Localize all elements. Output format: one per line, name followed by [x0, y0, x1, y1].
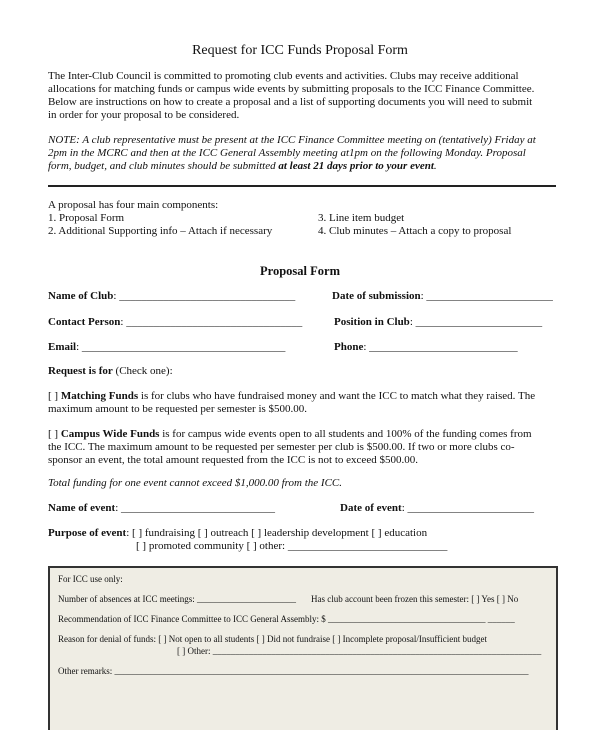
- request-hint: (Check one):: [112, 365, 173, 377]
- purpose-options[interactable]: : [ ] fundraising [ ] outreach [ ] leadership development [ ] education: [126, 527, 428, 539]
- event-name-input[interactable]: : ____________________________: [115, 502, 276, 514]
- campus-wide-checkbox[interactable]: [ ]: [48, 428, 61, 440]
- matching-funds-option[interactable]: [48, 390, 535, 416]
- absences-field[interactable]: Number of absences at ICC meetings: ______________________: [58, 594, 296, 604]
- intro-line: Below are instructions on how to create a proposal and a list of supporting documents you will need to submit: [48, 96, 533, 108]
- account-frozen-field[interactable]: Has club account been frozen this semester: [ ] Yes [ ] No: [311, 594, 519, 604]
- purpose-label: Purpose of event: [48, 527, 127, 539]
- other-remarks-field[interactable]: Other remarks: ____________________________________________________________________________________________: [58, 666, 529, 676]
- contact-person-label: Contact Person: [48, 316, 121, 328]
- note-line: 2pm in the MCRC and then at the ICC General Assembly meeting at1pm on the following Monday. Proposal: [48, 147, 526, 159]
- matching-funds-label: Matching Funds: [60, 390, 139, 402]
- phone-field[interactable]: [334, 341, 518, 353]
- position-field[interactable]: [334, 316, 542, 328]
- campus-wide-text: is for campus wide events open to all students and 100% of the funding comes from: [159, 428, 532, 440]
- icc-box-heading: For ICC use only:: [58, 574, 123, 584]
- component-4: 4. Club minutes – Attach a copy to proposal: [318, 225, 512, 237]
- email-input[interactable]: : _____________________________________: [76, 341, 286, 353]
- position-input[interactable]: : _______________________: [409, 316, 543, 328]
- position-label: Position in Club: [334, 316, 410, 328]
- phone-label: Phone: [334, 341, 364, 353]
- event-date-label: Date of event: [340, 502, 402, 514]
- club-name-label: Name of Club: [48, 290, 114, 302]
- contact-person-field[interactable]: [48, 316, 302, 328]
- note-line: form, budget, and club minutes should be submitted: [48, 160, 279, 172]
- email-field[interactable]: [48, 341, 285, 353]
- request-label: Request is for: [48, 365, 113, 377]
- matching-funds-checkbox[interactable]: [ ]: [48, 390, 61, 402]
- purpose-options-row-2[interactable]: [ ] promoted community [ ] other: _____________________________: [136, 540, 448, 552]
- denial-other-field[interactable]: [ ] Other: _________________________________________________________________________: [177, 646, 542, 656]
- component-1: 1. Proposal Form: [48, 212, 125, 224]
- components-intro: A proposal has four main components:: [48, 199, 219, 211]
- intro-line: allocations for matching funds or campus wide events by submitting proposals to the ICC Finance Committee.: [48, 83, 535, 95]
- email-label: Email: [48, 341, 77, 353]
- campus-wide-text: sponsor an event, the total amount requested from the ICC is not to exceed $500.00.: [48, 454, 418, 466]
- note-line: NOTE: A club representative must be present at the ICC Finance Committee meeting on (tentatively) Friday at: [48, 134, 536, 146]
- icc-use-only-box: [48, 566, 558, 730]
- matching-funds-text: maximum amount to be requested per semester is $500.00.: [48, 403, 308, 415]
- club-name-input[interactable]: : ________________________________: [113, 290, 296, 302]
- club-name-field[interactable]: [48, 290, 295, 302]
- intro-paragraph: [48, 70, 534, 122]
- event-date-field[interactable]: [340, 502, 534, 514]
- submission-date-field[interactable]: [332, 290, 553, 302]
- note-end: .: [433, 160, 437, 172]
- component-3: 3. Line item budget: [318, 212, 405, 224]
- phone-input[interactable]: : ___________________________: [363, 341, 518, 353]
- matching-funds-text: is for clubs who have fundraised money and want the ICC to match what they raised. The: [138, 390, 536, 402]
- event-date-input[interactable]: : _______________________: [401, 502, 535, 514]
- recommendation-field[interactable]: Recommendation of ICC Finance Committee to ICC General Assembly: $ ___________________________________ ______: [58, 614, 515, 624]
- intro-line: in order for your proposal to be considered.: [48, 109, 240, 121]
- intro-line: The Inter-Club Council is committed to promoting club events and activities. Clubs may receive additional: [48, 70, 519, 82]
- campus-wide-text: the ICC. The maximum amount to be requested per semester per club is $500.00. If two or more clubs co-: [48, 441, 515, 453]
- note-deadline: at least 21 days prior to your event: [278, 160, 434, 172]
- campus-wide-option[interactable]: [48, 428, 532, 467]
- form-title: Proposal Form: [260, 264, 340, 278]
- page-title: Request for ICC Funds Proposal Form: [192, 43, 408, 58]
- submission-date-input[interactable]: : _______________________: [420, 290, 553, 302]
- denial-reason-field[interactable]: Reason for denial of funds: [ ] Not open to all students [ ] Did not fundraise [ ] Incomplete proposal/Insufficient budget: [58, 634, 487, 644]
- purpose-field[interactable]: [48, 527, 427, 539]
- component-2: 2. Additional Supporting info – Attach if necessary: [48, 225, 273, 237]
- note-paragraph: [48, 134, 536, 173]
- divider: [48, 185, 556, 187]
- contact-person-input[interactable]: : ________________________________: [120, 316, 303, 328]
- request-heading: [48, 365, 173, 377]
- campus-wide-label: Campus Wide Funds: [60, 428, 160, 440]
- submission-date-label: Date of submission: [332, 290, 421, 302]
- event-name-field[interactable]: [48, 502, 275, 514]
- funding-limit-note: Total funding for one event cannot exceed $1,000.00 from the ICC.: [48, 477, 343, 489]
- event-name-label: Name of event: [48, 502, 116, 514]
